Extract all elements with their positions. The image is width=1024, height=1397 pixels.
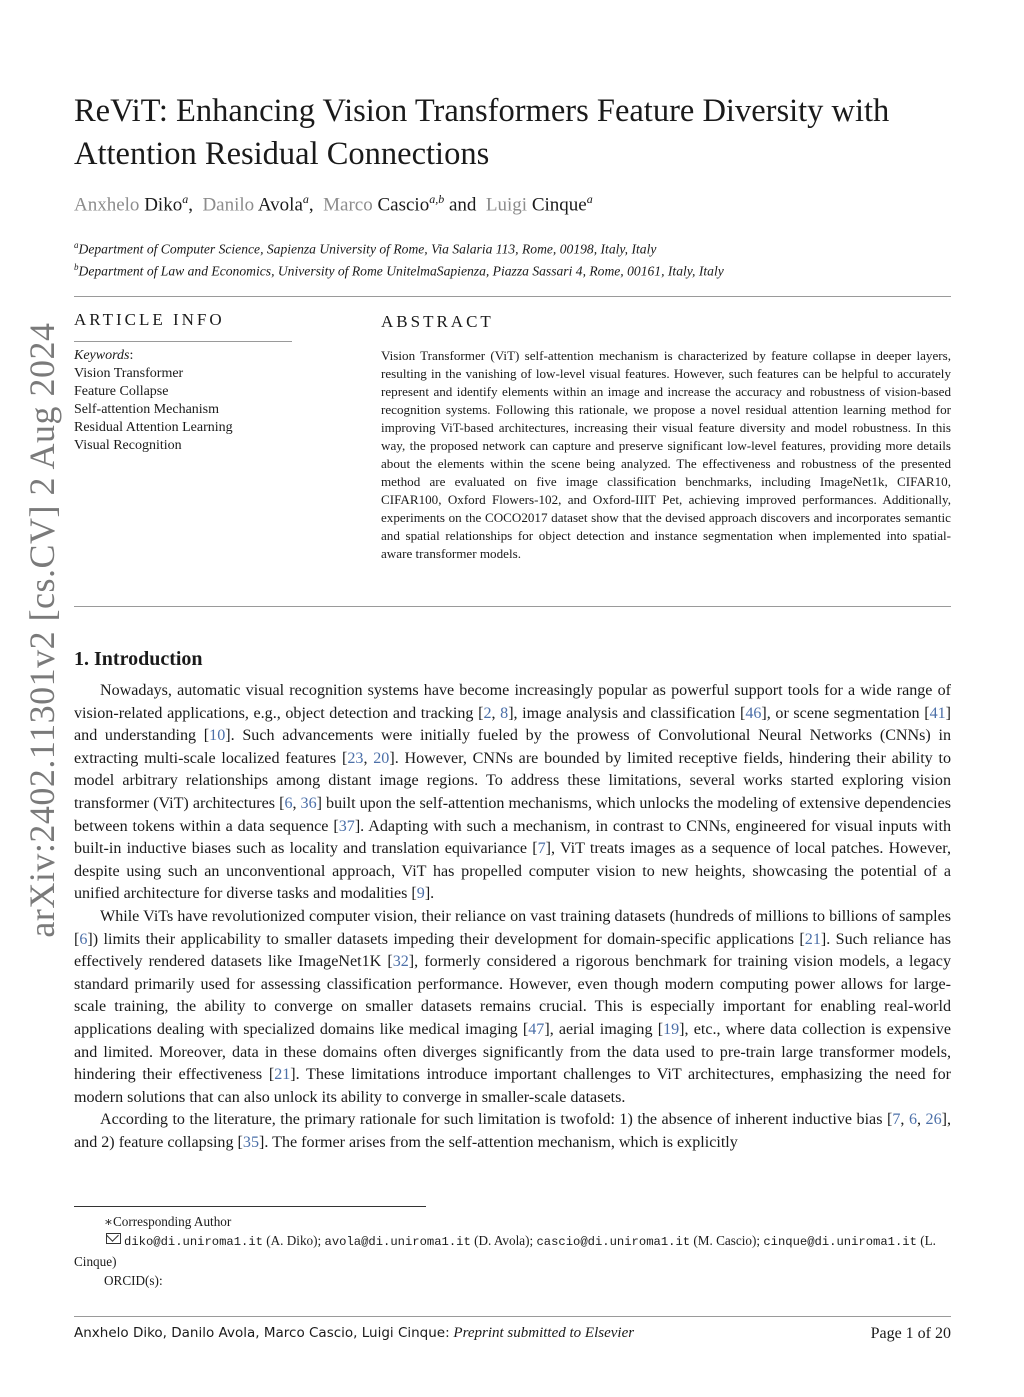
- author-first-name: Marco: [323, 194, 373, 216]
- email-address[interactable]: avola@di.uniroma1.it: [324, 1235, 471, 1249]
- email-owner: (A. Diko);: [262, 1233, 325, 1248]
- abstract-divider: [74, 606, 951, 607]
- section-heading-introduction: 1. Introduction: [74, 648, 203, 670]
- body-text: ], and 2) feature collapsing [: [74, 1111, 952, 1151]
- header-divider: [74, 296, 951, 297]
- body-text: ], aerial imaging [: [544, 1020, 664, 1038]
- email-owner: (M. Cascio);: [690, 1233, 764, 1248]
- author-last-name: Cinque: [531, 194, 587, 216]
- paper-title: [74, 90, 954, 176]
- body-text: ]) limits their applicability to smaller datasets impeding their development for domain-specific applications [: [87, 930, 805, 948]
- body-paragraph: [74, 1109, 951, 1154]
- body-text: ].: [424, 885, 435, 903]
- keyword-item: Self-attention Mechanism: [74, 402, 220, 417]
- affiliation-b: [74, 262, 724, 280]
- affiliation-text: Department of Computer Science, Sapienza University of Rome, Via Salaria 113, Rome, 00198, Italy, Italy: [78, 241, 657, 257]
- corresponding-author-note: ∗Corresponding Author: [104, 1214, 232, 1229]
- title-line-2: Attention Residual Connections: [74, 136, 490, 172]
- keyword-item: Visual Recognition: [74, 438, 182, 453]
- affiliation-marker: a: [74, 240, 79, 250]
- citation-link[interactable]: 37: [338, 817, 355, 835]
- affiliation-a: [74, 240, 656, 258]
- email-address[interactable]: diko@di.uniroma1.it: [124, 1235, 263, 1249]
- citation-link[interactable]: 7: [537, 840, 546, 858]
- citation-link[interactable]: 35: [242, 1133, 260, 1151]
- author-list: [74, 192, 593, 216]
- citation-link[interactable]: 46: [745, 704, 762, 722]
- body-text: ]. Such advancements were initially fueled by the prowess of Convolutional Neural Networks (CNNs) in extracting multi-scale localized features [: [74, 727, 951, 767]
- email-owner: (L. Cinque): [74, 1233, 936, 1269]
- footer-publication: Preprint submitted to Elsevier: [453, 1325, 635, 1341]
- body-paragraph: [74, 906, 951, 1109]
- page-footer: [74, 1325, 951, 1342]
- body-text: ,: [292, 794, 301, 812]
- page-number: Page 1 of 20: [870, 1325, 951, 1342]
- orcid-note: ORCID(s):: [104, 1273, 163, 1288]
- email-owner: (D. Avola);: [470, 1233, 537, 1248]
- body-text: According to the literature, the primary rationale for such limitation is twofold: 1) the absence of inherent inductive bias [: [100, 1111, 893, 1129]
- body-text: ] built upon the self-attention mechanisms, which unlocks the modeling of extensive dependencies between tokens within a data sequence [: [74, 794, 952, 835]
- affiliation-marker: b: [74, 262, 79, 272]
- body-text: Nowadays, automatic visual recognition systems have become increasingly popular as powerful support tools for a wide range of vision-related applications, e.g., object detection and tracking [: [74, 682, 951, 722]
- author-affiliation-marker: a: [302, 192, 309, 206]
- body-text: ], etc., where data collection is expensive and limited. Moreover, data in these domains often diverges significantly from the data used to pre-train large transformer models, hindering their effectiveness [: [74, 1020, 951, 1084]
- body-paragraph: [74, 680, 951, 906]
- citation-link[interactable]: 8: [500, 704, 509, 722]
- arxiv-identifier-text: arXiv:2402.11301v2 [cs.CV] 2 Aug 2024: [22, 322, 62, 938]
- author-separator: ,: [308, 194, 314, 216]
- body-text: While ViTs have revolutionized computer vision, their reliance on vast training datasets (hundreds of millions to billions of samples [: [74, 907, 951, 948]
- body-text: ], or scene segmentation [: [761, 704, 930, 722]
- author-affiliation-marker: a: [182, 192, 189, 206]
- author-separator: and: [448, 194, 477, 216]
- abstract-heading: ABSTRACT: [381, 312, 494, 331]
- citation-link[interactable]: 7: [892, 1111, 901, 1129]
- arxiv-identifier: [14, 310, 70, 950]
- author-last-name: Cascio: [377, 194, 430, 216]
- keyword-item: Vision Transformer: [74, 366, 184, 381]
- author-first-name: Luigi: [485, 194, 528, 216]
- author-separator: ,: [188, 194, 193, 216]
- footnote-rule: [74, 1206, 426, 1207]
- body-text: ], image analysis and classification [: [508, 704, 746, 722]
- email-address[interactable]: cinque@di.uniroma1.it: [763, 1235, 917, 1249]
- body-text: ,: [900, 1111, 909, 1129]
- article-info-divider: [74, 341, 292, 342]
- citation-link[interactable]: 19: [663, 1020, 680, 1038]
- body-text: ]. Adapting with such a mechanism, in contrast to CNNs, engineered for visual inputs with built-in inductive biases such as locality and translation equivariance [: [74, 817, 951, 858]
- citation-link[interactable]: 21: [274, 1066, 291, 1084]
- citation-link[interactable]: 41: [929, 704, 946, 722]
- body-text: ,: [491, 704, 501, 722]
- citation-link[interactable]: 10: [209, 727, 226, 745]
- citation-link[interactable]: 9: [416, 885, 425, 903]
- envelope-icon: [106, 1233, 121, 1244]
- citation-link[interactable]: 23: [347, 749, 364, 767]
- citation-link[interactable]: 36: [300, 794, 317, 812]
- body-text: ]. The former arises from the self-attention mechanism, which is explicitly: [259, 1133, 738, 1151]
- article-info-heading: ARTICLE INFO: [74, 310, 225, 329]
- body-text: ], formerly considered a rigorous benchmark for training vision models, a legacy standard primarily used for assessing classification performance. However, even though modern computing power allows for large-scale training, the ability to converge on smaller datasets remains crucial. This is especially important for enabling real-world applications dealing with specialized domains like medical imaging [: [74, 953, 951, 1038]
- title-line-1: ReViT: Enhancing Vision Transformers Feature Diversity with: [74, 93, 890, 129]
- citation-link[interactable]: 21: [804, 930, 821, 948]
- body-text: ] and understanding [: [74, 704, 952, 745]
- keywords-block: Keywords: Vision Transformer Feature Collapse Self-attention Mechanism Residual Attention Learning Visual Recognition: [74, 348, 233, 453]
- body-text: ], ViT treats images as a sequence of local patches. However, despite using such an unconventional approach, ViT has propelled computer vision to new heights, showcasing the potential of a unified architecture for diverse tasks and modalities [: [74, 840, 951, 903]
- email-address[interactable]: cascio@di.uniroma1.it: [536, 1235, 691, 1249]
- footnotes: [74, 1212, 954, 1290]
- author-last-name: Diko: [144, 194, 183, 216]
- introduction-body: [74, 680, 951, 1154]
- keywords-label: Keywords: [74, 348, 130, 363]
- body-text: ,: [916, 1111, 926, 1129]
- citation-link[interactable]: 6: [79, 930, 88, 948]
- footer-divider: [74, 1316, 951, 1317]
- keyword-item: Feature Collapse: [74, 384, 169, 399]
- body-text: ,: [363, 749, 374, 767]
- body-text: ]. These limitations introduce important challenges to ViT architectures, emphasizing the need for modern solutions that can also unlock its ability to converge in smaller-scale datasets.: [74, 1066, 951, 1106]
- citation-link[interactable]: 32: [392, 953, 409, 971]
- citation-link[interactable]: 47: [528, 1020, 545, 1038]
- author-first-name: Anxhelo: [74, 194, 140, 216]
- citation-link[interactable]: 6: [284, 794, 293, 812]
- citation-link[interactable]: 20: [373, 749, 390, 767]
- citation-link[interactable]: 26: [925, 1111, 942, 1129]
- keyword-item: Residual Attention Learning: [74, 420, 233, 435]
- affiliation-text: Department of Law and Economics, University of Rome UnitelmaSapienza, Piazza Sassari 4, Rome, 00161, Italy, Italy: [78, 263, 724, 279]
- body-text: ]. However, CNNs are bounded by limited receptive fields, hindering their ability to model arbitrary relationships among distant image regions. To address these limitations, several works started exploring vision transformer (ViT) architectures [: [74, 749, 952, 812]
- citation-link[interactable]: 2: [483, 704, 492, 722]
- email-list: [74, 1231, 954, 1271]
- author-affiliation-marker: a: [586, 192, 593, 206]
- author-last-name: Avola: [257, 194, 303, 216]
- footer-authors: Anxhelo Diko, Danilo Avola, Marco Cascio, Luigi Cinque:: [74, 1325, 450, 1341]
- author-first-name: Danilo: [202, 194, 255, 216]
- citation-link[interactable]: 6: [908, 1111, 917, 1129]
- author-affiliation-marker: a,b: [429, 192, 445, 206]
- body-text: ]. Such reliance has effectively rendered datasets like ImageNet1K [: [74, 930, 952, 971]
- abstract-text: Vision Transformer (ViT) self-attention mechanism is characterized by feature collapse in deeper layers, resulting in the vanishing of low-level visual features. However, such features can be helpful to accurately represent and identify elements within an image and increase the accuracy and robustness of vision-based recognition systems. Following this rationale, we propose a novel residual attention learning method for improving ViT-based architectures, increasing their visual feature diversity and model robustness. In this way, the proposed network can capture and preserve significant low-level features, providing more details about the elements within the scene being analyzed. The effectiveness and robustness of the presented method are evaluated on five image classification benchmarks, including ImageNet1k, CIFAR10, CIFAR100, Oxford Flowers-102, and Oxford-IIIT Pet, achieving improved performances. Additionally, experiments on the COCO2017 dataset show that the devised approach discovers and incorporates semantic and spatial relationships for object detection and instance segmentation when implemented into spatial-aware transformer models.: [381, 348, 951, 561]
